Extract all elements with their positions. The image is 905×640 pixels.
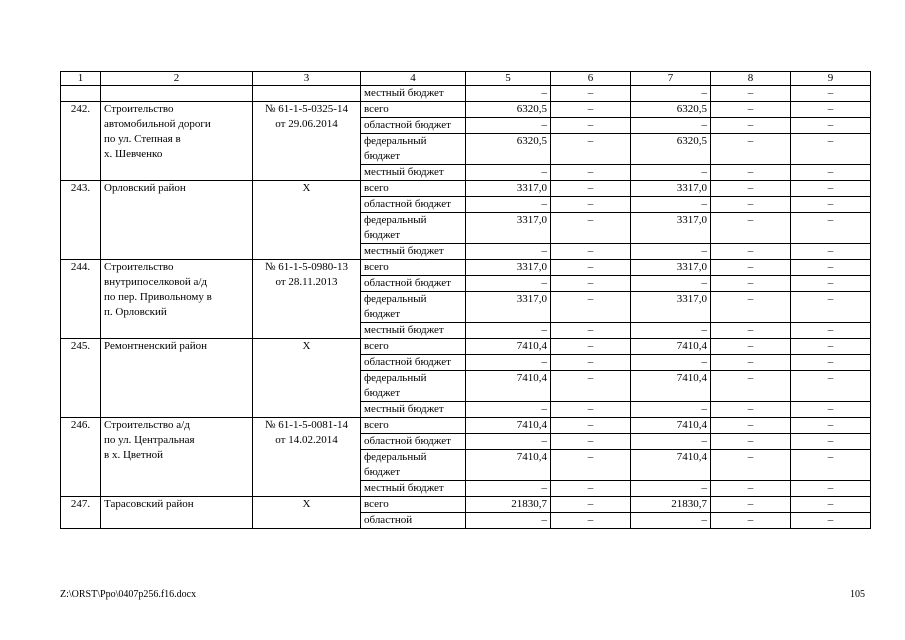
funding-source-cell: всего <box>361 181 466 197</box>
cell-line: Ремонтненский район <box>104 340 208 352</box>
document-cell <box>253 497 361 529</box>
value-cell-c7: – <box>631 434 711 450</box>
value-cell-c7: 7410,4 <box>631 339 711 355</box>
value-cell-c7: – <box>631 323 711 339</box>
value-cell-c7: 7410,4 <box>631 371 711 402</box>
value-cell-c9: – <box>791 197 871 213</box>
value-cell-c5: 21830,7 <box>466 497 551 513</box>
value-cell-c6: – <box>551 355 631 371</box>
value-cell-c8: – <box>711 244 791 260</box>
header-row <box>61 72 871 86</box>
value-cell-c7: 7410,4 <box>631 450 711 481</box>
funding-source-cell: местный бюджет <box>361 86 466 102</box>
value-cell-c8: – <box>711 118 791 134</box>
value-cell-c6: – <box>551 102 631 118</box>
document-cell <box>253 181 361 260</box>
value-cell-c6: – <box>551 339 631 355</box>
value-cell-c5: 7410,4 <box>466 450 551 481</box>
object-name-cell <box>101 339 253 418</box>
value-cell-c8: – <box>711 276 791 292</box>
funding-source-cell: местный бюджет <box>361 323 466 339</box>
value-cell-c8: – <box>711 371 791 402</box>
value-cell-c8: – <box>711 134 791 165</box>
value-cell-c5: 3317,0 <box>466 181 551 197</box>
value-cell-c5: – <box>466 481 551 497</box>
value-cell-c7: 3317,0 <box>631 260 711 276</box>
funding-source-cell: областной бюджет <box>361 276 466 292</box>
value-cell-c7: – <box>631 481 711 497</box>
value-cell-c5: – <box>466 244 551 260</box>
cell-line: Х <box>302 340 311 352</box>
value-cell-c6: – <box>551 134 631 165</box>
value-cell-c8: – <box>711 260 791 276</box>
funding-source-cell: федеральный бюджет <box>361 134 466 165</box>
cell-line: от 14.02.2014 <box>275 434 338 446</box>
value-cell-c8: – <box>711 339 791 355</box>
value-cell-c8: – <box>711 418 791 434</box>
value-cell-c9: – <box>791 497 871 513</box>
value-cell-c8: – <box>711 402 791 418</box>
funding-source-cell: всего <box>361 497 466 513</box>
header-cell: 4 <box>361 72 466 86</box>
value-cell-c9: – <box>791 481 871 497</box>
funding-source-cell: всего <box>361 418 466 434</box>
row-number-cell <box>61 86 101 102</box>
value-cell-c8: – <box>711 165 791 181</box>
cell-line: по ул. Степная в <box>104 133 181 145</box>
table-row <box>61 86 871 102</box>
object-name-cell <box>101 418 253 497</box>
value-cell-c5: – <box>466 434 551 450</box>
cell-line: х. Шевченко <box>104 148 163 160</box>
document-cell <box>253 339 361 418</box>
funding-source-cell: областной бюджет <box>361 434 466 450</box>
value-cell-c7: – <box>631 118 711 134</box>
value-cell-c7: 3317,0 <box>631 181 711 197</box>
value-cell-c5: – <box>466 276 551 292</box>
value-cell-c6: – <box>551 513 631 529</box>
header-cell: 1 <box>61 72 101 86</box>
value-cell-c9: – <box>791 118 871 134</box>
funding-source-cell: всего <box>361 260 466 276</box>
value-cell-c9: – <box>791 402 871 418</box>
value-cell-c9: – <box>791 418 871 434</box>
value-cell-c7: – <box>631 513 711 529</box>
value-cell-c9: – <box>791 371 871 402</box>
header-cell: 7 <box>631 72 711 86</box>
funding-source-cell: местный бюджет <box>361 402 466 418</box>
cell-line: Х <box>302 182 311 194</box>
header-cell: 9 <box>791 72 871 86</box>
value-cell-c5: – <box>466 513 551 529</box>
value-cell-c7: 6320,5 <box>631 102 711 118</box>
value-cell-c5: 7410,4 <box>466 339 551 355</box>
cell-line: Строительство <box>104 261 174 273</box>
value-cell-c8: – <box>711 102 791 118</box>
cell-line: Орловский район <box>104 182 186 194</box>
row-number-cell: 244. <box>61 260 101 339</box>
row-number-cell: 243. <box>61 181 101 260</box>
value-cell-c7: 6320,5 <box>631 134 711 165</box>
cell-line: в х. Цветной <box>104 449 163 461</box>
value-cell-c5: – <box>466 118 551 134</box>
value-cell-c9: – <box>791 339 871 355</box>
cell-line: автомобильной дороги <box>104 118 211 130</box>
value-cell-c6: – <box>551 481 631 497</box>
value-cell-c5: 7410,4 <box>466 418 551 434</box>
value-cell-c5: – <box>466 323 551 339</box>
value-cell-c9: – <box>791 102 871 118</box>
value-cell-c9: – <box>791 450 871 481</box>
value-cell-c5: – <box>466 197 551 213</box>
cell-line: Х <box>302 498 311 510</box>
value-cell-c7: – <box>631 165 711 181</box>
value-cell-c6: – <box>551 118 631 134</box>
funding-source-cell: всего <box>361 339 466 355</box>
object-name-cell <box>101 86 253 102</box>
funding-source-cell: федеральный бюджет <box>361 292 466 323</box>
table-row <box>61 497 871 513</box>
value-cell-c5: 3317,0 <box>466 213 551 244</box>
cell-line: п. Орловский <box>104 306 167 318</box>
value-cell-c8: – <box>711 481 791 497</box>
value-cell-c8: – <box>711 197 791 213</box>
footer-file-path: Z:\ORST\Ppo\0407p256.f16.docx <box>60 589 197 600</box>
value-cell-c7: 7410,4 <box>631 418 711 434</box>
value-cell-c6: – <box>551 244 631 260</box>
value-cell-c6: – <box>551 418 631 434</box>
value-cell-c9: – <box>791 134 871 165</box>
value-cell-c7: 3317,0 <box>631 213 711 244</box>
funding-source-cell: областной бюджет <box>361 355 466 371</box>
value-cell-c6: – <box>551 197 631 213</box>
value-cell-c8: – <box>711 86 791 102</box>
value-cell-c5: 6320,5 <box>466 134 551 165</box>
value-cell-c7: – <box>631 276 711 292</box>
value-cell-c6: – <box>551 450 631 481</box>
value-cell-c8: – <box>711 355 791 371</box>
value-cell-c9: – <box>791 213 871 244</box>
funding-source-cell: местный бюджет <box>361 244 466 260</box>
value-cell-c6: – <box>551 371 631 402</box>
table-row <box>61 418 871 434</box>
value-cell-c6: – <box>551 276 631 292</box>
funding-source-cell: местный бюджет <box>361 165 466 181</box>
value-cell-c9: – <box>791 165 871 181</box>
document-cell <box>253 260 361 339</box>
value-cell-c5: 6320,5 <box>466 102 551 118</box>
value-cell-c9: – <box>791 181 871 197</box>
value-cell-c8: – <box>711 450 791 481</box>
cell-line: Тарасовский район <box>104 498 194 510</box>
value-cell-c5: 7410,4 <box>466 371 551 402</box>
header-cell: 6 <box>551 72 631 86</box>
cell-line: Строительство а/д <box>104 419 190 431</box>
funding-source-cell: федеральный бюджет <box>361 213 466 244</box>
value-cell-c6: – <box>551 292 631 323</box>
funding-source-cell: местный бюджет <box>361 481 466 497</box>
header-cell: 2 <box>101 72 253 86</box>
funding-source-cell: областной бюджет <box>361 197 466 213</box>
value-cell-c7: – <box>631 197 711 213</box>
value-cell-c9: – <box>791 276 871 292</box>
document-cell <box>253 102 361 181</box>
value-cell-c8: – <box>711 181 791 197</box>
value-cell-c6: – <box>551 402 631 418</box>
value-cell-c5: 3317,0 <box>466 260 551 276</box>
value-cell-c7: – <box>631 402 711 418</box>
funding-source-cell: федеральный бюджет <box>361 450 466 481</box>
row-number-cell: 247. <box>61 497 101 529</box>
cell-line: № 61-1-5-0081-14 <box>265 419 348 431</box>
value-cell-c7: – <box>631 244 711 260</box>
funding-source-cell: всего <box>361 102 466 118</box>
row-number-cell: 242. <box>61 102 101 181</box>
header-cell: 8 <box>711 72 791 86</box>
value-cell-c7: 3317,0 <box>631 292 711 323</box>
document-cell <box>253 418 361 497</box>
value-cell-c6: – <box>551 165 631 181</box>
value-cell-c9: – <box>791 355 871 371</box>
value-cell-c7: – <box>631 86 711 102</box>
value-cell-c9: – <box>791 86 871 102</box>
value-cell-c5: – <box>466 355 551 371</box>
value-cell-c6: – <box>551 86 631 102</box>
value-cell-c8: – <box>711 213 791 244</box>
header-cell: 5 <box>466 72 551 86</box>
value-cell-c8: – <box>711 497 791 513</box>
cell-line: от 28.11.2013 <box>275 276 338 288</box>
value-cell-c5: – <box>466 165 551 181</box>
funding-source-cell: областной <box>361 513 466 529</box>
table-row <box>61 102 871 118</box>
page-number: 105 <box>850 589 865 600</box>
cell-line: от 29.06.2014 <box>275 118 338 130</box>
value-cell-c5: – <box>466 86 551 102</box>
value-cell-c9: – <box>791 323 871 339</box>
header-cell: 3 <box>253 72 361 86</box>
value-cell-c7: 21830,7 <box>631 497 711 513</box>
value-cell-c6: – <box>551 181 631 197</box>
table-row <box>61 260 871 276</box>
value-cell-c6: – <box>551 434 631 450</box>
cell-line: Строительство <box>104 103 174 115</box>
value-cell-c8: – <box>711 292 791 323</box>
value-cell-c9: – <box>791 292 871 323</box>
funding-source-cell: областной бюджет <box>361 118 466 134</box>
row-number-cell: 245. <box>61 339 101 418</box>
value-cell-c9: – <box>791 513 871 529</box>
value-cell-c6: – <box>551 213 631 244</box>
value-cell-c5: 3317,0 <box>466 292 551 323</box>
object-name-cell <box>101 102 253 181</box>
object-name-cell <box>101 181 253 260</box>
budget-table <box>60 71 871 529</box>
value-cell-c9: – <box>791 434 871 450</box>
value-cell-c8: – <box>711 434 791 450</box>
cell-line: № 61-1-5-0980-13 <box>265 261 348 273</box>
cell-line: № 61-1-5-0325-14 <box>265 103 348 115</box>
table-row <box>61 339 871 355</box>
value-cell-c6: – <box>551 497 631 513</box>
value-cell-c8: – <box>711 323 791 339</box>
value-cell-c8: – <box>711 513 791 529</box>
value-cell-c6: – <box>551 323 631 339</box>
value-cell-c9: – <box>791 260 871 276</box>
table-row <box>61 181 871 197</box>
value-cell-c9: – <box>791 244 871 260</box>
value-cell-c6: – <box>551 260 631 276</box>
value-cell-c5: – <box>466 402 551 418</box>
object-name-cell <box>101 497 253 529</box>
document-cell <box>253 86 361 102</box>
table-body <box>61 72 871 529</box>
cell-line: внутрипоселковой а/д <box>104 276 208 288</box>
row-number-cell: 246. <box>61 418 101 497</box>
cell-line: по ул. Центральная <box>104 434 195 446</box>
funding-source-cell: федеральный бюджет <box>361 371 466 402</box>
cell-line: по пер. Привольному в <box>104 291 212 303</box>
object-name-cell <box>101 260 253 339</box>
value-cell-c7: – <box>631 355 711 371</box>
